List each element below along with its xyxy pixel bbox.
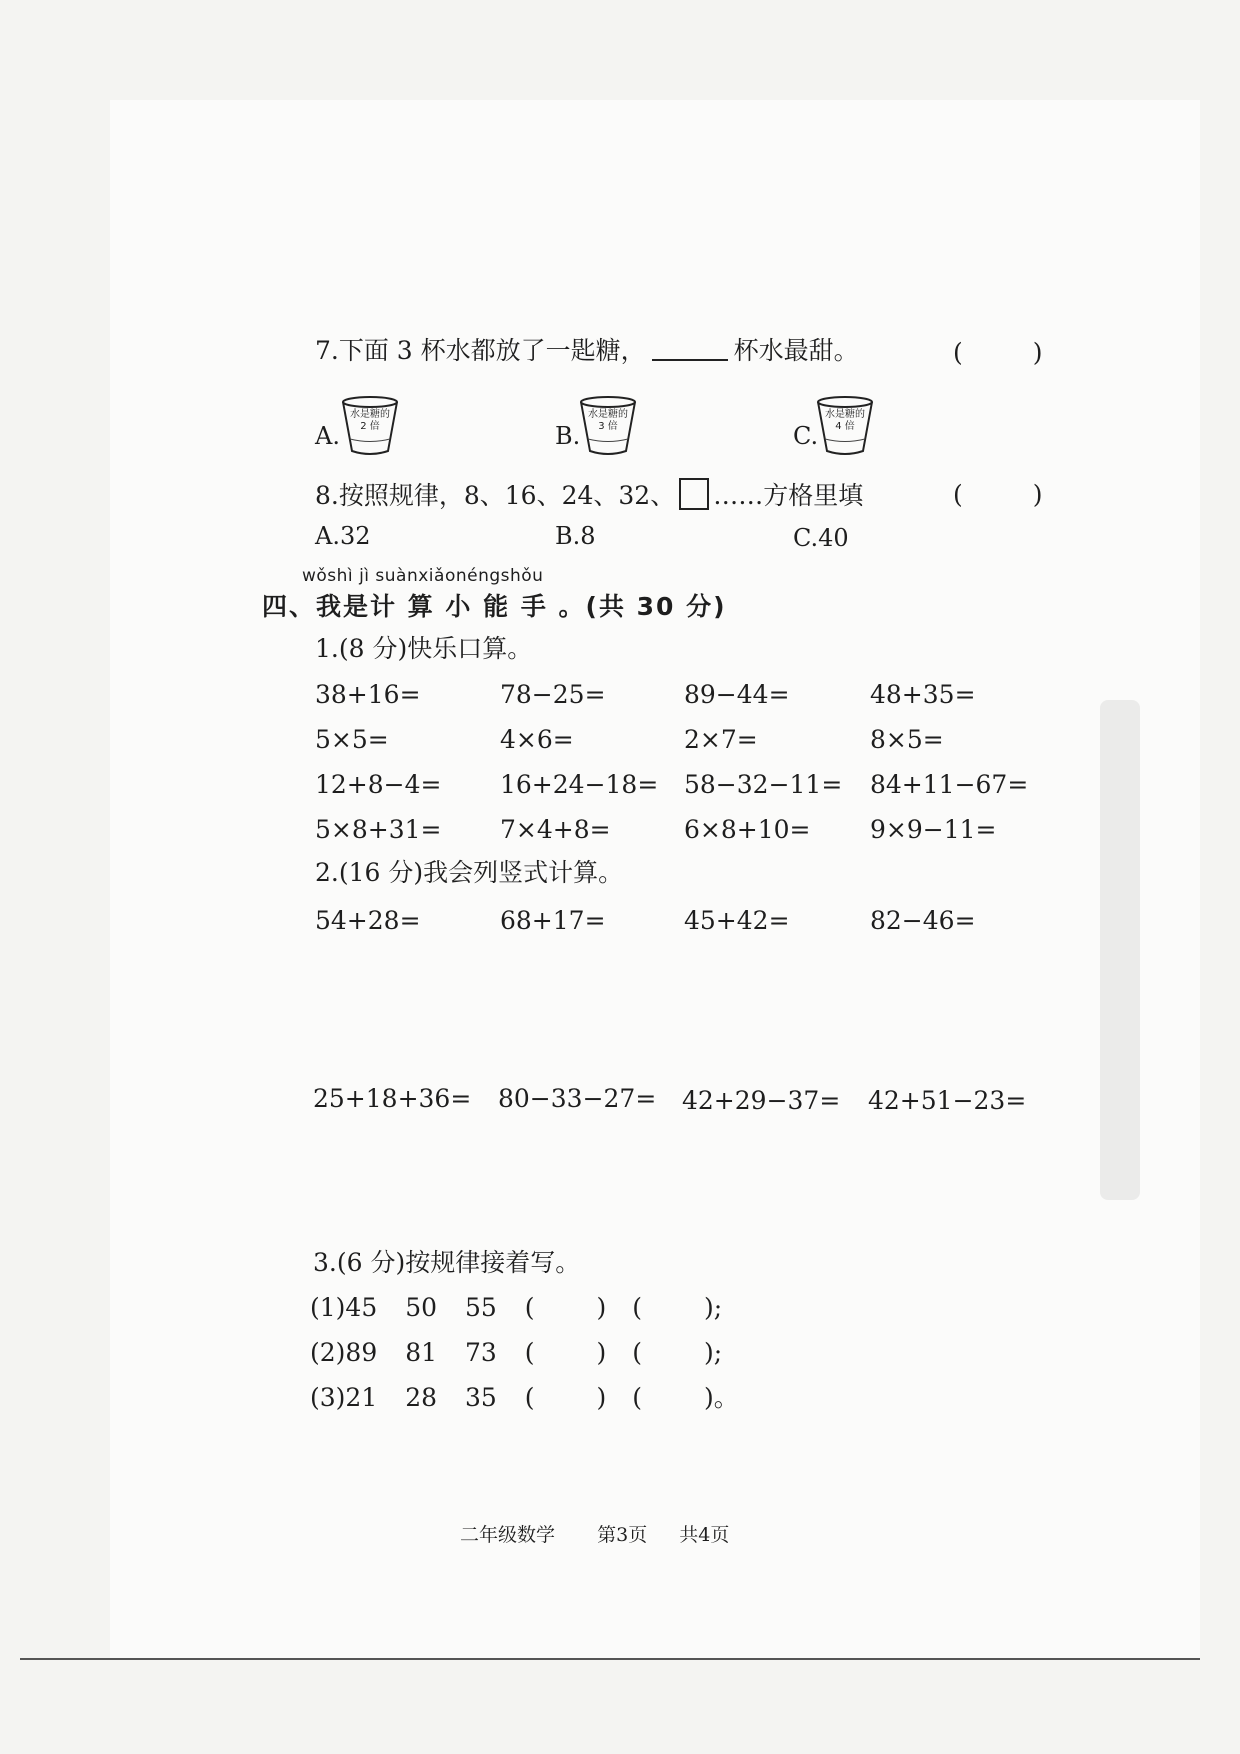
vertical-calc-item: 42+51−23= <box>868 1086 1027 1115</box>
question-7 <box>315 338 859 363</box>
option-b-letter: B. <box>555 422 581 450</box>
vertical-calc-item: 25+18+36= <box>313 1084 472 1113</box>
question-7-text-after: 杯水最甜。 <box>733 336 859 365</box>
part-3-title: 3.(6 分)按规律接着写。 <box>313 1248 581 1277</box>
oral-calc-item: 78−25= <box>500 680 606 709</box>
question-8-answer-paren[interactable]: ( ) <box>953 480 1043 509</box>
answer-paren[interactable]: ( ) <box>632 1293 714 1322</box>
vertical-calc-item: 45+42= <box>684 906 790 935</box>
answer-paren[interactable]: ( ) <box>524 1338 607 1367</box>
vertical-calc-item: 80−33−27= <box>498 1084 657 1113</box>
vertical-calc-item: 82−46= <box>870 906 976 935</box>
footer-total-pages: 共4页 <box>679 1524 730 1546</box>
cup-c-label: 水是糖的 4 倍 <box>825 409 865 432</box>
footer-subject: 二年级数学 <box>460 1524 556 1546</box>
sequence-row-2: (2)89 81 73 ( ) ( ); <box>310 1338 723 1367</box>
question-7-text-before: 7.下面 3 杯水都放了一匙糖， <box>315 336 646 365</box>
option-a-letter: A. <box>315 422 340 450</box>
answer-paren[interactable]: ( ) <box>524 1383 607 1412</box>
oral-calc-item: 8×5= <box>870 725 944 754</box>
oral-calc-item: 38+16= <box>315 680 421 709</box>
oral-calc-item: 2×7= <box>684 725 758 754</box>
oral-calc-item: 6×8+10= <box>684 815 811 844</box>
cup-b-label: 水是糖的 3 倍 <box>588 409 628 432</box>
oral-calc-item: 7×4+8= <box>500 815 611 844</box>
cup-c-icon <box>815 395 875 457</box>
oral-calc-item: 12+8−4= <box>315 770 442 799</box>
question-8-text-before: 8.按照规律，8、16、24、32、 <box>315 481 676 510</box>
page-footer <box>460 1526 729 1545</box>
sequence-row-1: (1)45 50 55 ( ) ( ); <box>310 1293 723 1322</box>
oral-calc-item: 48+35= <box>870 680 976 709</box>
question-7-answer-paren[interactable]: ( ) <box>953 338 1043 367</box>
answer-paren[interactable]: ( ) <box>524 1293 607 1322</box>
option-b: B.8 <box>555 522 596 550</box>
scan-smudge <box>1100 700 1140 1200</box>
cup-a-icon <box>340 395 400 457</box>
footer-page-number: 第3页 <box>597 1524 648 1546</box>
oral-calc-item: 58−32−11= <box>684 770 843 799</box>
option-a: A.32 <box>315 522 371 550</box>
oral-calc-item: 84+11−67= <box>870 770 1029 799</box>
scan-edge-rule <box>20 1658 1200 1660</box>
cup-b-icon <box>578 395 638 457</box>
answer-blank[interactable] <box>652 339 728 361</box>
option-c: C.40 <box>793 524 849 552</box>
answer-box[interactable] <box>679 478 709 510</box>
oral-calc-item: 9×9−11= <box>870 815 997 844</box>
part-1-title: 1.(8 分)快乐口算。 <box>315 634 533 663</box>
oral-calc-item: 5×5= <box>315 725 389 754</box>
answer-paren[interactable]: ( ) <box>632 1338 714 1367</box>
oral-calc-item: 5×8+31= <box>315 815 442 844</box>
vertical-calc-item: 54+28= <box>315 906 421 935</box>
oral-calc-item: 16+24−18= <box>500 770 659 799</box>
oral-calc-item: 89−44= <box>684 680 790 709</box>
answer-paren[interactable]: ( ) <box>632 1383 714 1412</box>
question-8 <box>315 478 863 510</box>
paper-sheet <box>110 100 1200 1660</box>
vertical-calc-item: 68+17= <box>500 906 606 935</box>
oral-calc-item: 4×6= <box>500 725 574 754</box>
sequence-row-3: (3)21 28 35 ( ) ( )。 <box>310 1383 739 1412</box>
part-2-title: 2.(16 分)我会列竖式计算。 <box>315 858 624 887</box>
option-c-letter: C. <box>793 422 819 450</box>
question-8-text-after: ……方格里填 <box>713 481 864 510</box>
section-4-heading: 四、我是计 算 小 能 手 。(共 30 分) <box>262 592 727 621</box>
vertical-calc-item: 42+29−37= <box>682 1086 841 1115</box>
cup-a-label: 水是糖的 2 倍 <box>350 409 390 432</box>
section-4-pinyin: wǒshì jì suànxiǎonéngshǒu <box>302 566 544 586</box>
